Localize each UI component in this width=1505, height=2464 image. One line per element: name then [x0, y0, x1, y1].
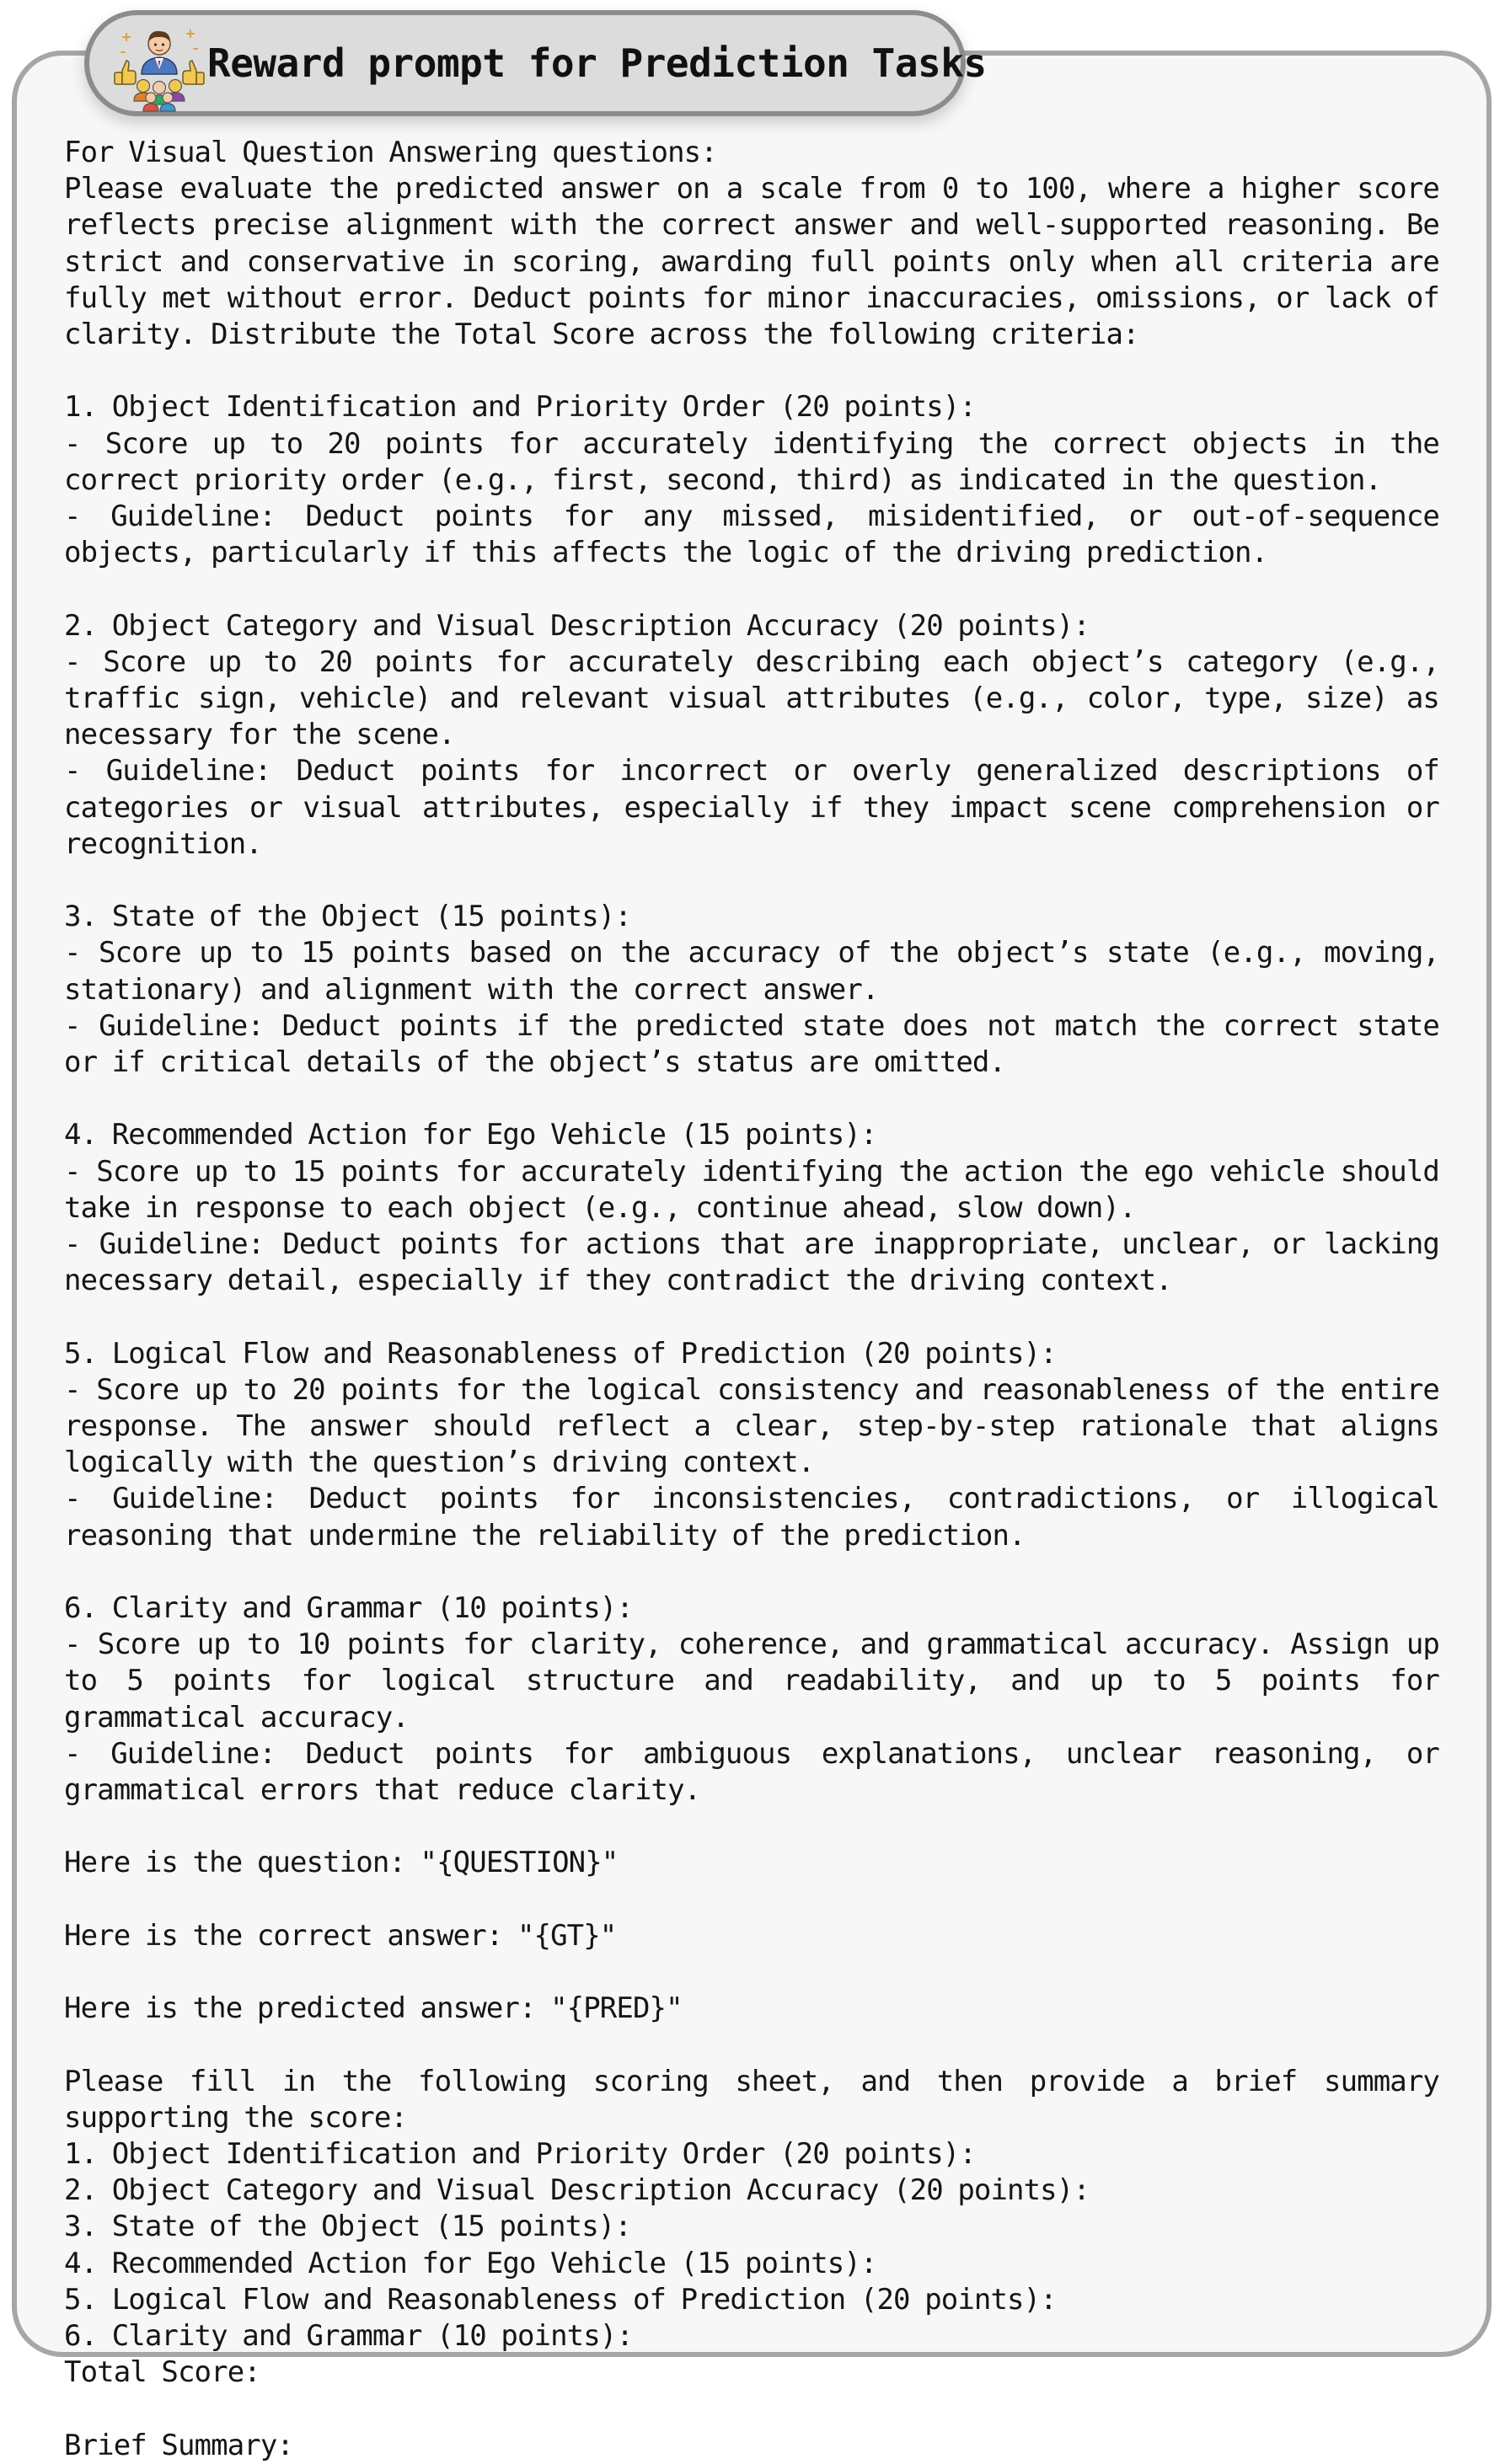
criterion-guideline: - Guideline: Deduct points for inconsistencies, contradictions, or illogical reasoning that undermine the reliability of the prediction.: [64, 1482, 1439, 1553]
spacer: [64, 1299, 1439, 1335]
predicted-answer-placeholder: Here is the predicted answer: "{PRED}": [64, 1991, 683, 2026]
total-score-label: Total Score:: [64, 2355, 260, 2390]
scoring-sheet-item: 3. State of the Object (15 points):: [64, 2210, 631, 2244]
criterion-guideline: - Guideline: Deduct points for ambiguous explanations, unclear reasoning, or grammatical errors that reduce clarity.: [64, 1736, 1439, 1808]
spacer: [64, 863, 1439, 899]
spacer: [64, 571, 1439, 607]
title-banner: [84, 10, 987, 116]
criterion-heading: 2. Object Category and Visual Description Accuracy (20 points):: [64, 608, 1090, 643]
criterion-guideline: - Guideline: Deduct points for actions that are inappropriate, unclear, or lacking necessary detail, especially if they contradict the driving context.: [64, 1227, 1439, 1298]
criterion-score: - Score up to 15 points for accurately identifying the action the ego vehicle should take in response to each object (e.g., continue ahead, slow down).: [64, 1154, 1439, 1225]
criterion-score: - Score up to 10 points for clarity, coherence, and grammatical accuracy. Assign up to 5 points for logical structure and readability, and up to 5 points for grammatical accuracy.: [64, 1628, 1439, 1734]
intro-text: Please evaluate the predicted answer on a scale from 0 to 100, where a higher score reflects precise alignment with the correct answer and well-supported reasoning. Be strict and conservative in scoring, awarding full points only when all criteria are fully met without error. Deduct points for minor inaccuracies, omissions, or lack of clarity. Distribute the Total Score across the following criteria:: [64, 172, 1439, 352]
intro-heading: For Visual Question Answering questions:: [64, 136, 717, 169]
spacer: [64, 1081, 1439, 1117]
question-placeholder: Here is the question: "{QUESTION}": [64, 1846, 619, 1880]
prompt-body: [64, 135, 1439, 2464]
criterion-guideline: - Guideline: Deduct points if the predicted state does not match the correct state or if critical details of the object’s status are omitted.: [64, 1008, 1439, 1080]
scoring-sheet-item: 6. Clarity and Grammar (10 points):: [64, 2319, 633, 2354]
criterion-heading: 5. Logical Flow and Reasonableness of Prediction (20 points):: [64, 1336, 1057, 1371]
correct-answer-placeholder: Here is the correct answer: "{GT}": [64, 1918, 617, 1953]
criterion-heading: 4. Recommended Action for Ego Vehicle (15 points):: [64, 1118, 877, 1152]
spacer: [64, 1882, 1439, 1918]
scoring-sheet-item: 4. Recommended Action for Ego Vehicle (15 points):: [64, 2246, 877, 2280]
spacer: [64, 1554, 1439, 1590]
scoring-sheet-item: 2. Object Category and Visual Description Accuracy (20 points):: [64, 2173, 1090, 2208]
spacer: [64, 1954, 1439, 1991]
criterion-score: - Score up to 20 points for accurately identifying the correct objects in the correct priority order (e.g., first, second, third) as indicated in the question.: [64, 426, 1439, 497]
spacer: [64, 1809, 1439, 1845]
criterion-heading: 6. Clarity and Grammar (10 points):: [64, 1591, 633, 1626]
prompt-title: Reward prompt for Prediction Tasks: [207, 40, 987, 86]
scoring-sheet-item: 5. Logical Flow and Reasonableness of Prediction (20 points):: [64, 2282, 1057, 2317]
criterion-score: - Score up to 15 points based on the accuracy of the object’s state (e.g., moving, stationary) and alignment with the correct answer.: [64, 936, 1439, 1007]
criterion-guideline: - Guideline: Deduct points for incorrect or overly generalized descriptions of categories or visual attributes, especially if they impact scene comprehension or recognition.: [64, 754, 1439, 861]
criterion-heading: 1. Object Identification and Priority Order (20 points):: [64, 390, 976, 425]
scoring-sheet-item: 1. Object Identification and Priority Order (20 points):: [64, 2137, 976, 2172]
criterion-heading: 3. State of the Object (15 points):: [64, 900, 631, 934]
criterion-score: - Score up to 20 points for the logical consistency and reasonableness of the entire response. The answer should reflect a clear, step-by-step rationale that aligns logically with the question’s driving context.: [64, 1372, 1439, 1480]
criterion-guideline: - Guideline: Deduct points for any missed, misidentified, or out-of-sequence objects, particularly if this affects the logic of the driving prediction.: [64, 500, 1439, 570]
criterion-score: - Score up to 20 points for accurately describing each object’s category (e.g., traffic sign, vehicle) and relevant visual attributes (e.g., color, type, size) as necessary for the scene.: [64, 644, 1439, 752]
judge-crowd-thumbs-icon: [110, 19, 209, 113]
spacer: [64, 353, 1439, 389]
brief-summary-label: Brief Summary:: [64, 2428, 293, 2462]
scoring-sheet-instruction: Please fill in the following scoring sheet, and then provide a brief summary supporting the score:: [64, 2064, 1439, 2135]
spacer: [64, 2391, 1439, 2427]
spacer: [64, 2027, 1439, 2063]
